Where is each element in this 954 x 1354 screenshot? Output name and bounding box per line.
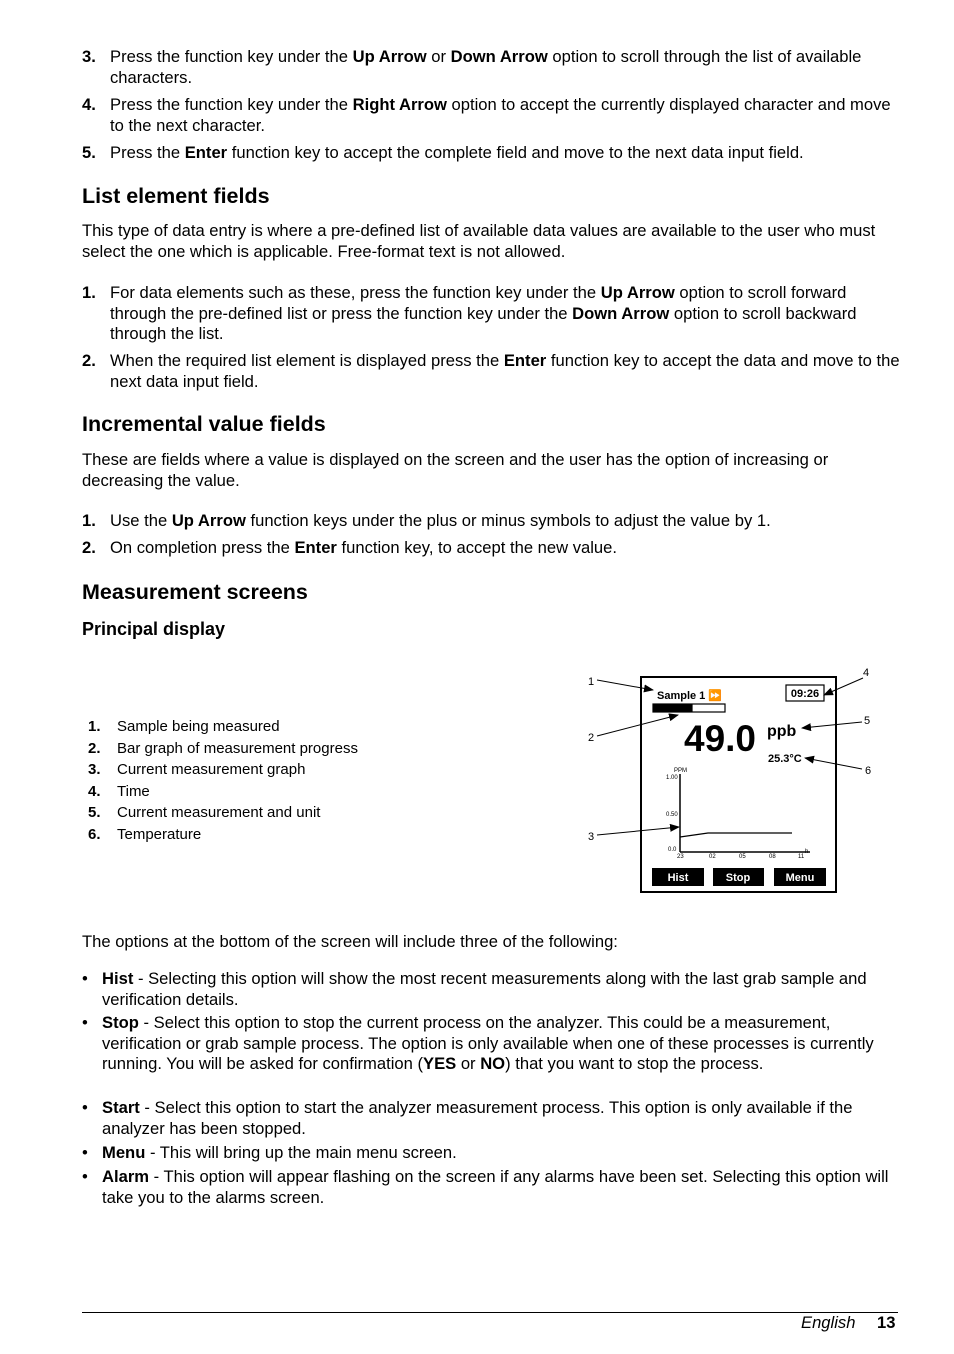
step-bold: Up Arrow bbox=[352, 47, 427, 66]
incremental-intro: These are fields where a value is displayed on the screen and the user has the option of increasing or decreasing the value. bbox=[82, 450, 829, 490]
legend-number: 4. bbox=[88, 782, 101, 800]
step-text: Press the function key under the bbox=[110, 95, 353, 114]
step-bold: Enter bbox=[294, 538, 337, 557]
legend-number: 2. bbox=[88, 739, 101, 757]
x-tick-label: 11 bbox=[798, 854, 805, 860]
option-bold: YES bbox=[423, 1054, 457, 1073]
step-text: Press the function key under the bbox=[110, 47, 353, 66]
subheading-principal-display: Principal display bbox=[82, 619, 226, 639]
step-number: 1. bbox=[82, 511, 96, 530]
legend-number: 1. bbox=[88, 718, 101, 735]
legend-text: Sample being measured bbox=[117, 718, 280, 735]
step-text: option to scroll forward through the pre-defined list or press the function key under the bbox=[110, 283, 847, 323]
callout-number: 6 bbox=[865, 765, 872, 777]
legend-number: 6. bbox=[88, 825, 101, 843]
y-unit-label: PPM bbox=[674, 768, 688, 774]
legend-item bbox=[88, 802, 358, 824]
step-number: 4. bbox=[82, 95, 96, 114]
legend-text: Current measurement and unit bbox=[117, 804, 321, 822]
step-5 bbox=[82, 143, 902, 164]
x-tick-label: 02 bbox=[709, 854, 716, 860]
bullet: • bbox=[82, 1013, 88, 1032]
y-tick-label: 0.50 bbox=[666, 812, 678, 818]
bullet: • bbox=[82, 969, 88, 988]
softkey-menu-label: Menu bbox=[785, 872, 815, 884]
list-fields-intro: This type of data entry is where a pre-defined list of available data values are available to the user who must select the one which is applicable. Free-format text is not allowed. bbox=[82, 221, 876, 261]
legend-item bbox=[88, 824, 358, 846]
step-text: or bbox=[426, 47, 451, 66]
measurement-unit: ppb bbox=[767, 723, 797, 740]
legend-text: Bar graph of measurement progress bbox=[117, 739, 358, 757]
option-name: Menu bbox=[102, 1143, 146, 1162]
option-alarm bbox=[82, 1167, 902, 1208]
step-number: 2. bbox=[82, 351, 96, 370]
legend-text: Temperature bbox=[117, 825, 202, 843]
legend-number: 5. bbox=[88, 804, 101, 822]
option-name: Hist bbox=[102, 969, 134, 988]
legend-item bbox=[88, 781, 358, 803]
step-text: When the required list element is displayed press the bbox=[110, 351, 504, 370]
step-text: function key, to accept the new value. bbox=[336, 538, 617, 557]
option-name: Alarm bbox=[102, 1167, 150, 1186]
step-number: 2. bbox=[82, 538, 96, 557]
callout-number: 3 bbox=[588, 831, 595, 843]
option-start bbox=[82, 1098, 902, 1139]
step-text: function keys under the plus or minus symbols to adjust the value by 1. bbox=[245, 511, 771, 530]
option-bold: NO bbox=[480, 1054, 506, 1073]
legend-number: 3. bbox=[88, 761, 101, 779]
y-tick-label: 0.0 bbox=[668, 847, 677, 853]
y-tick-label: 1.00 bbox=[666, 775, 678, 781]
options-intro: The options at the bottom of the screen will include three of the following: bbox=[82, 932, 618, 951]
softkey-hist-label: Hist bbox=[667, 872, 689, 884]
legend-text: Current measurement graph bbox=[117, 761, 306, 779]
sample-label: Sample 1 ⏩ bbox=[657, 690, 723, 702]
bullet: • bbox=[82, 1143, 88, 1162]
step-text: function key to accept the data and move to the next data input field. bbox=[110, 351, 900, 391]
callout-number: 4 bbox=[863, 667, 870, 679]
step-text: On completion press the bbox=[110, 538, 295, 557]
legend-item bbox=[88, 738, 358, 760]
option-name: Start bbox=[102, 1098, 140, 1117]
option-description: - Select this option to start the analyzer measurement process. This option is only available if the analyzer has been stopped. bbox=[102, 1098, 853, 1138]
step-text: Use the bbox=[110, 511, 172, 530]
option-description: or bbox=[456, 1054, 481, 1073]
option-name: Stop bbox=[102, 1013, 139, 1032]
x-unit-label: h bbox=[805, 849, 809, 855]
softkey-stop-label: Stop bbox=[725, 872, 751, 884]
time-label: 09:26 bbox=[790, 688, 820, 700]
option-description: - Selecting this option will show the most recent measurements along with the last grab sample and verification details. bbox=[102, 969, 867, 1009]
step-3 bbox=[82, 47, 902, 88]
principal-display-figure bbox=[580, 660, 880, 900]
callout-number: 2 bbox=[588, 732, 595, 744]
step-bold: Down Arrow bbox=[572, 303, 670, 323]
step-bold: Enter bbox=[184, 143, 228, 162]
footer-rule bbox=[82, 1312, 898, 1313]
step-bold: Up Arrow bbox=[600, 283, 675, 302]
legend-item bbox=[88, 716, 358, 738]
legend-item bbox=[88, 759, 358, 781]
option-description: - Select this option to stop the current process on the analyzer. This could be a measurement, verification or grab sample process. The option is only available when one of these processes is currently running. You will be asked for confirmation ( bbox=[102, 1013, 874, 1073]
step-text: function key to accept the complete field and move to the next data input field. bbox=[227, 143, 804, 162]
step-number: 1. bbox=[82, 283, 96, 302]
measurement-value: 49.0 bbox=[684, 718, 757, 759]
step-bold: Down Arrow bbox=[450, 47, 548, 66]
legend-text: Time bbox=[117, 782, 150, 800]
option-menu bbox=[82, 1143, 902, 1164]
option-stop bbox=[82, 1013, 902, 1075]
x-tick-label: 08 bbox=[769, 854, 776, 860]
step-bold: Enter bbox=[503, 351, 547, 370]
list-step-1 bbox=[82, 283, 902, 345]
step-number: 3. bbox=[82, 47, 96, 66]
step-bold: Up Arrow bbox=[171, 511, 246, 530]
step-text: Press the bbox=[110, 143, 185, 162]
callout-number: 1 bbox=[588, 676, 595, 688]
section-heading-list-fields: List element fields bbox=[82, 184, 270, 208]
temperature-label: 25.3°C bbox=[768, 753, 802, 765]
step-number: 5. bbox=[82, 143, 96, 162]
option-description: - This will bring up the main menu screen. bbox=[145, 1143, 457, 1162]
incremental-step-2 bbox=[82, 538, 902, 559]
section-heading-incremental: Incremental value fields bbox=[82, 412, 326, 436]
figure-legend bbox=[88, 716, 358, 846]
callout-number: 5 bbox=[864, 715, 871, 727]
incremental-step-1 bbox=[82, 511, 902, 532]
list-step-2 bbox=[82, 351, 902, 392]
page-number: 13 bbox=[877, 1313, 896, 1332]
bullet: • bbox=[82, 1167, 88, 1186]
step-text: For data elements such as these, press the function key under the bbox=[110, 283, 601, 302]
x-tick-label: 05 bbox=[739, 854, 746, 860]
section-heading-measurement: Measurement screens bbox=[82, 580, 308, 604]
progress-fill bbox=[653, 704, 693, 712]
step-text: option to scroll backward through the list. bbox=[110, 303, 857, 343]
step-text: option to accept the currently displayed character and move to the next character. bbox=[110, 95, 891, 135]
option-hist bbox=[82, 969, 902, 1010]
x-tick-label: 23 bbox=[677, 854, 684, 860]
option-description: ) that you want to stop the process. bbox=[505, 1054, 764, 1073]
option-description: - This option will appear flashing on the screen if any alarms have been set. Selecting this option will take you to the alarms screen. bbox=[102, 1167, 889, 1207]
step-text: option to scroll through the list of available characters. bbox=[110, 47, 862, 87]
step-bold: Right Arrow bbox=[352, 95, 447, 114]
footer-language: English bbox=[801, 1313, 856, 1332]
step-4 bbox=[82, 95, 902, 136]
bullet: • bbox=[82, 1098, 88, 1117]
